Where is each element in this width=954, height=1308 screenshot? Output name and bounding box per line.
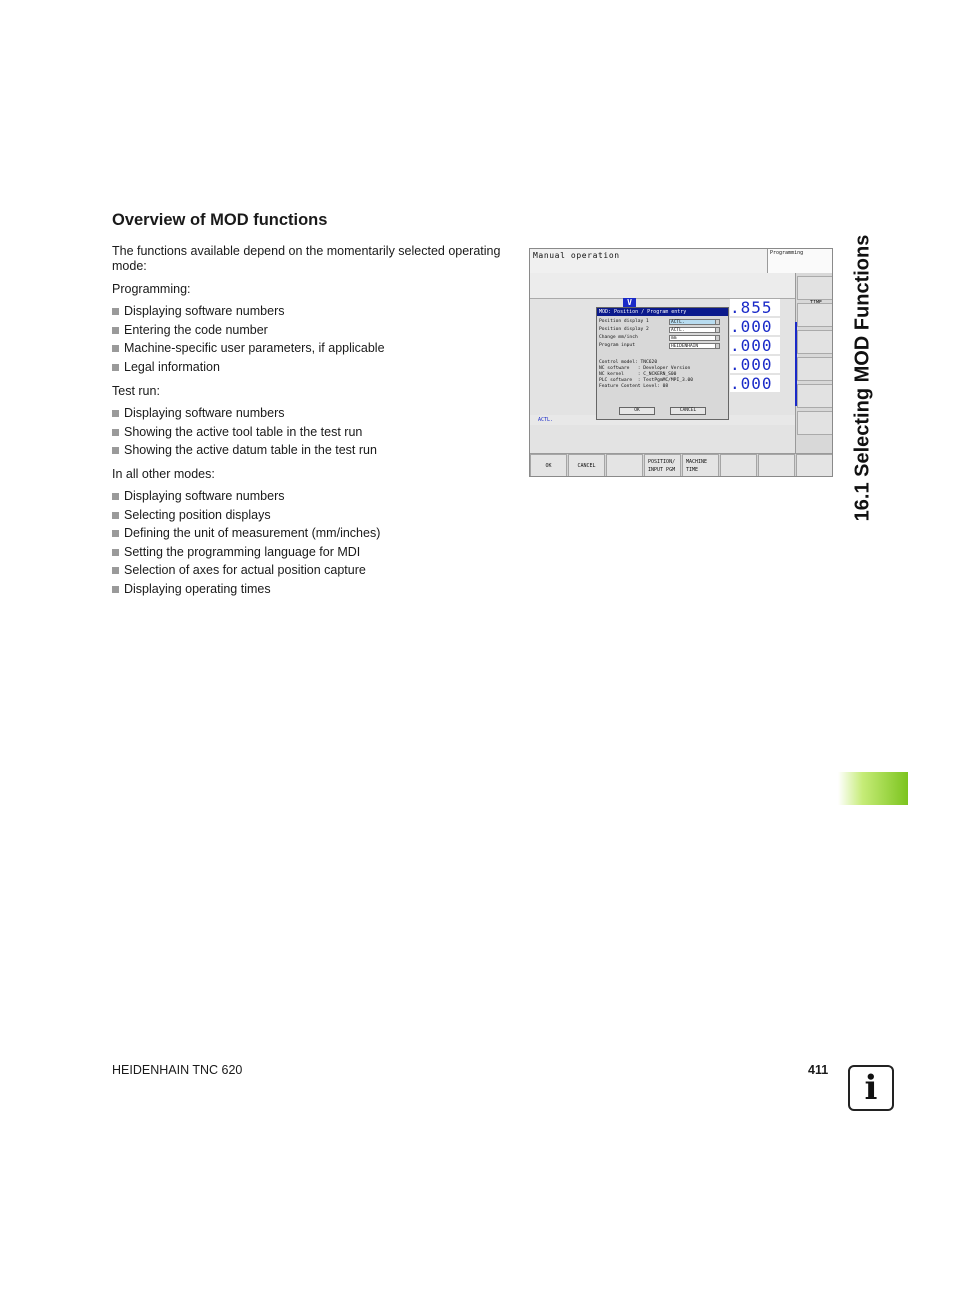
status-actl: ACTL. [538, 417, 554, 423]
list-item: Entering the code number [112, 321, 385, 340]
field-label: Change mm/inch [599, 335, 638, 340]
softkey-line: TIME [686, 467, 699, 473]
unit-select[interactable]: mm [669, 335, 719, 341]
group-label-test-run: Test run: [112, 384, 160, 398]
vertical-softkey[interactable] [797, 411, 833, 435]
softkey-cancel[interactable]: CANCEL [568, 454, 605, 477]
list-item: Selection of axes for actual position capture [112, 561, 380, 580]
screen-band [530, 273, 795, 299]
mod-dialog [596, 307, 729, 420]
secondary-mode-label: Programming [770, 250, 804, 256]
chevron-down-icon[interactable] [715, 343, 720, 349]
other-modes-list [112, 487, 380, 599]
list-item: Legal information [112, 358, 385, 377]
vertical-softkey-column [795, 273, 833, 453]
chevron-down-icon[interactable] [715, 319, 720, 325]
section-title: Overview of MOD functions [112, 211, 328, 229]
intro-paragraph: The functions available depend on the momentarily selected operating mode: [112, 244, 501, 273]
softkey-ok[interactable]: OK [530, 454, 567, 477]
secondary-mode-box [767, 249, 833, 274]
vertical-softkey[interactable] [797, 303, 833, 327]
position-value: .855 [730, 299, 780, 316]
info-line: PLC software : TestPgmMC/MPI_3.00 [599, 378, 694, 383]
info-line: Feature Content Level: 08 [599, 384, 669, 389]
position-value: .000 [730, 356, 780, 373]
softkey-empty[interactable] [796, 454, 833, 477]
softkey-line: INPUT PGM [648, 467, 676, 473]
position-value: .000 [730, 318, 780, 335]
list-item: Setting the programming language for MDI [112, 543, 380, 562]
vertical-softkey[interactable] [797, 357, 833, 381]
info-line: NC software : Developer Version [599, 366, 691, 371]
scroll-indicator [795, 322, 797, 406]
softkey-row [530, 453, 833, 477]
list-item: Displaying software numbers [112, 404, 377, 423]
screen-header [530, 249, 767, 274]
softkey-empty[interactable] [758, 454, 795, 477]
softkey-line: MACHINE [686, 459, 708, 465]
position-display-2-select[interactable]: ACTL. [669, 327, 719, 333]
list-item: Displaying software numbers [112, 302, 385, 321]
list-item: Machine-specific user parameters, if applicable [112, 339, 385, 358]
chevron-down-icon[interactable] [715, 327, 720, 333]
softkey-position-input-pgm[interactable] [644, 454, 681, 477]
softkey-empty[interactable] [720, 454, 757, 477]
dialog-title: MOD: Position / Program entry [597, 308, 728, 316]
field-label: Position display 1 [599, 319, 649, 324]
chapter-marker [838, 772, 908, 805]
list-item: Defining the unit of measurement (mm/inches) [112, 524, 380, 543]
group-label-other-modes: In all other modes: [112, 467, 215, 481]
field-label: Program input [599, 343, 635, 348]
info-glyph: i [864, 1068, 878, 1108]
info-icon [848, 1065, 894, 1111]
dialog-ok-button[interactable]: OK [619, 407, 655, 415]
softkey-line: POSITION/ [648, 459, 676, 465]
info-line: Control model: TNC620 [599, 360, 658, 365]
list-item: Showing the active tool table in the test run [112, 423, 377, 442]
v-badge: V [623, 298, 636, 307]
group-label-programming: Programming: [112, 282, 191, 296]
list-item: Displaying software numbers [112, 487, 380, 506]
list-item: Showing the active datum table in the test run [112, 441, 377, 460]
position-display-1-select[interactable]: ACTL. [669, 319, 719, 325]
operating-mode-label: Manual operation [533, 251, 620, 260]
list-item: Selecting position displays [112, 506, 380, 525]
program-input-select[interactable]: HEIDENHAIN [669, 343, 719, 349]
programming-list [112, 302, 385, 376]
page-number: 411 [808, 1063, 829, 1077]
test-run-list [112, 404, 377, 460]
vertical-softkey[interactable] [797, 330, 833, 354]
dialog-cancel-button[interactable]: CANCEL [670, 407, 706, 415]
tnc-screenshot [529, 248, 833, 477]
info-line: NC kernel : C_NCKERN_S00 [599, 372, 677, 377]
position-value: .000 [730, 375, 780, 392]
softkey-time[interactable] [797, 276, 833, 300]
position-value: .000 [730, 337, 780, 354]
field-label: Position display 2 [599, 327, 649, 332]
softkey-empty[interactable] [606, 454, 643, 477]
chevron-down-icon[interactable] [715, 335, 720, 341]
footer-product: HEIDENHAIN TNC 620 [112, 1063, 243, 1077]
list-item: Displaying operating times [112, 580, 380, 599]
chapter-title: 16.1 Selecting MOD Functions [851, 234, 874, 522]
vertical-softkey[interactable] [797, 384, 833, 408]
softkey-machine-time[interactable] [682, 454, 719, 477]
